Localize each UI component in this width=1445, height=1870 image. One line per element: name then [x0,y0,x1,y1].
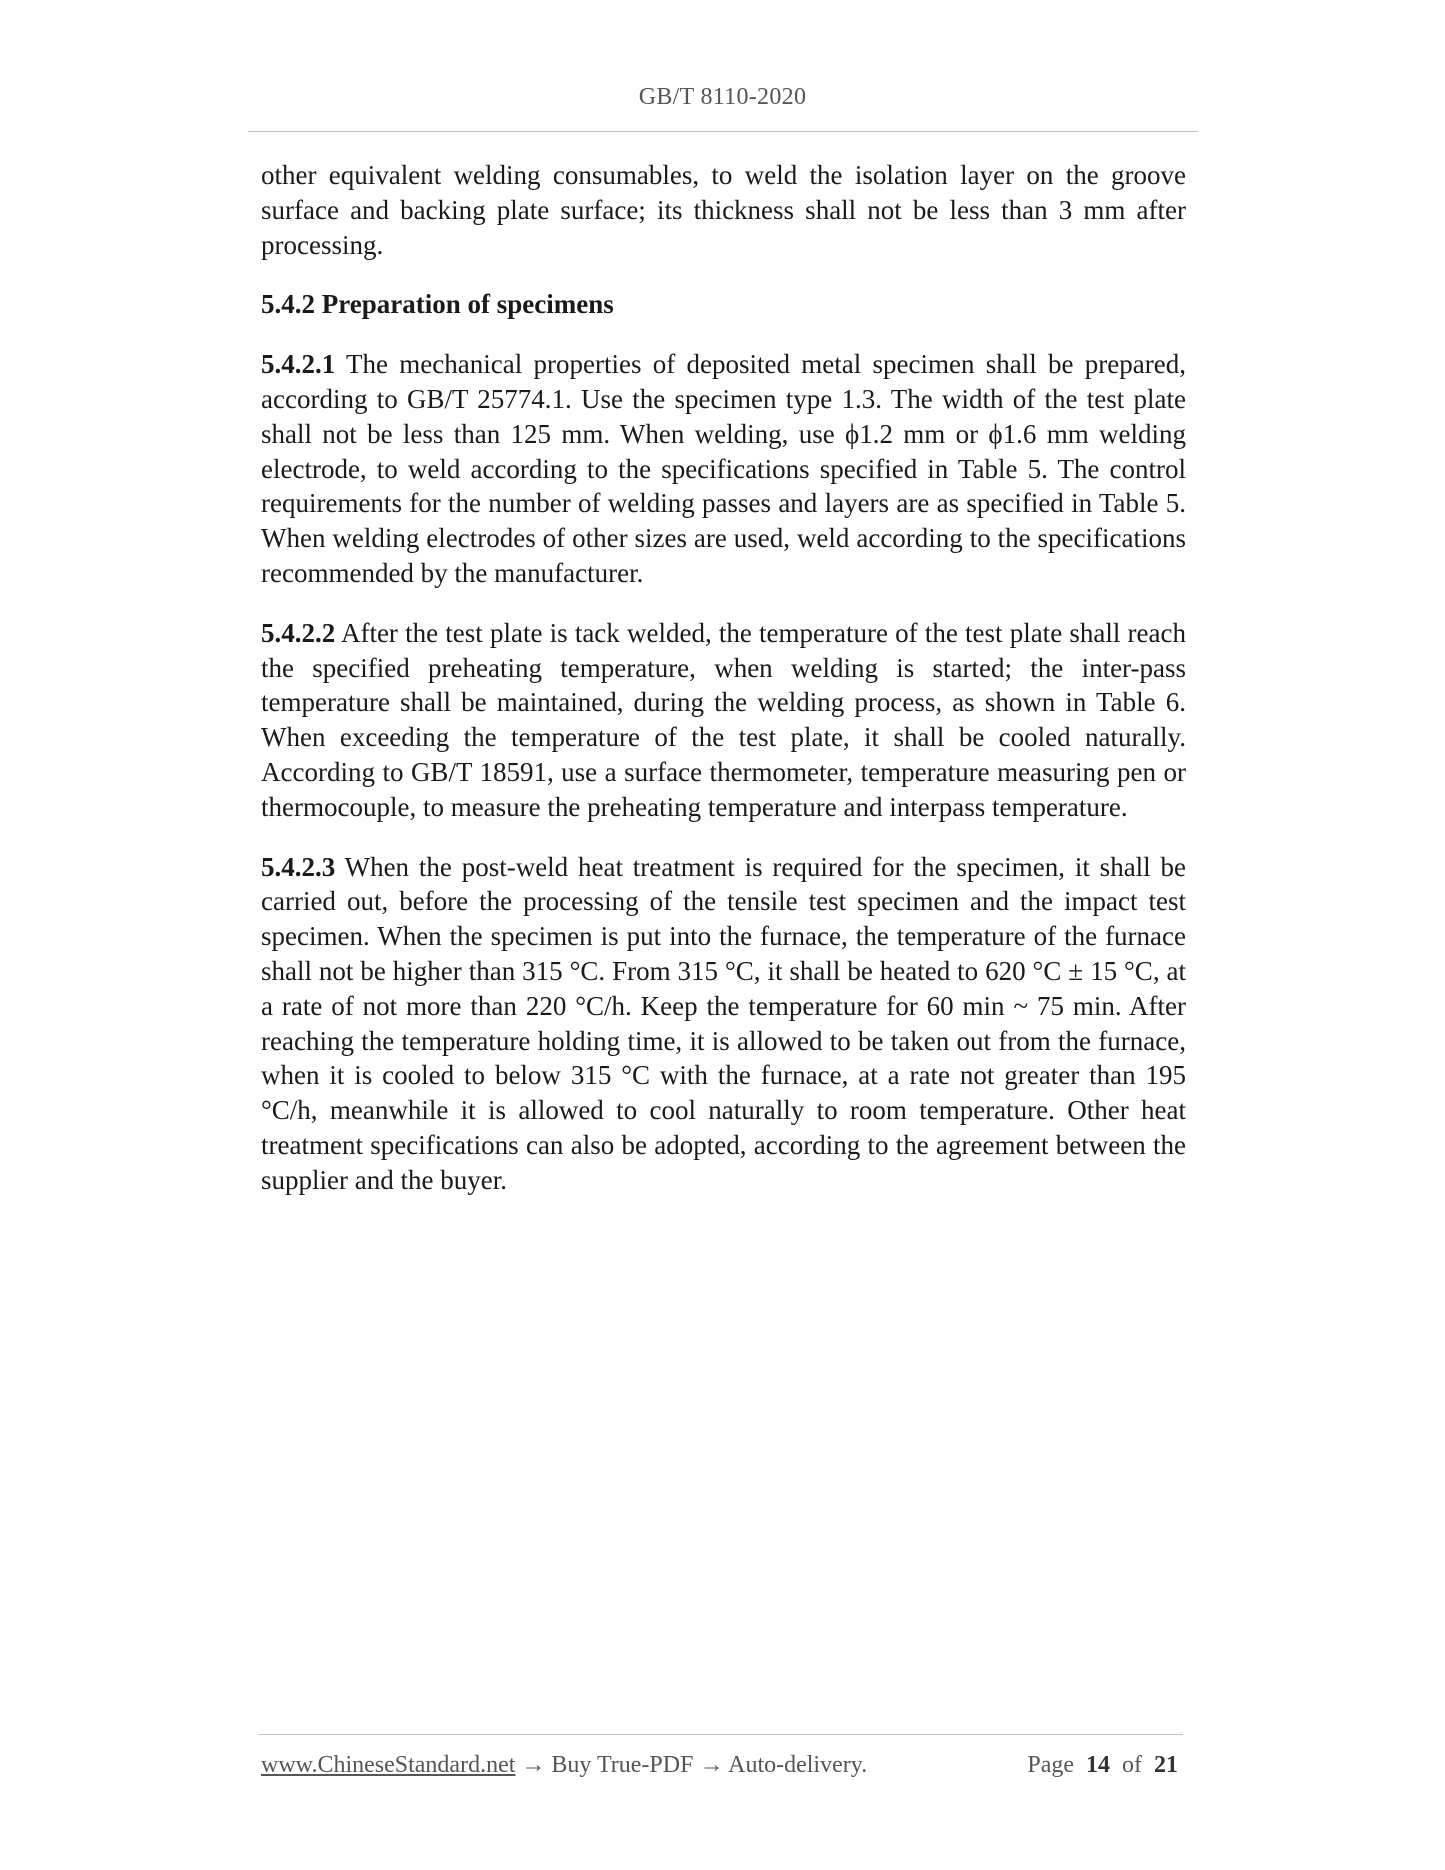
clause-text: After the test plate is tack welded, the temperature of the test plate shall reach the specified preheating temperature, when welding is started; the inter-pass temperature shall be maintained, during the welding process, as shown in Table 6. When exceeding the temperature of the test plate, it shall be cooled naturally. According to GB/T 18591, use a surface thermometer, temperature measuring pen or thermocouple, to measure the preheating temperature and interpass temperature. [261,617,1186,822]
page-label: Page [1027,1752,1074,1778]
clause-number: 5.4.2.1 [261,349,336,380]
clause-paragraph [261,347,1186,591]
page-of-label: of [1122,1752,1142,1778]
total-pages: 21 [1154,1752,1178,1778]
website-link[interactable]: www.ChineseStandard.net [261,1752,516,1778]
footer-tagline: → Buy True-PDF → Auto-delivery. [515,1752,868,1778]
clause-text: When the post-weld heat treatment is required for the specimen, it shall be carried out, before the processing of the tensile test specimen and the impact test specimen. When the specimen is put into the furnace, the temperature of the furnace shall not be higher than 315 °C. From 315 °C, it shall be heated to 620 °C ± 15 °C, at a rate of not more than 220 °C/h. Keep the temperature for 60 min ~ 75 min. After reaching the temperature holding time, it is allowed to be taken out from the furnace, when it is cooled to below 315 °C with the furnace, at a rate not greater than 195 °C/h, meanwhile it is allowed to cool naturally to room temperature. Other heat treatment specifications can also be adopted, according to the agreement between the supplier and the buyer. [261,851,1186,1195]
header-divider [248,131,1198,132]
intro-paragraph: other equivalent welding consumables, to weld the isolation layer on the groove surface and backing plate surface; its thickness shall not be less than 3 mm after processing. [261,160,1186,260]
page-number [1027,1752,1178,1779]
clause-paragraph [261,850,1186,1198]
clause-number: 5.4.2.3 [261,851,336,882]
footer-promo [261,1752,867,1779]
current-page: 14 [1086,1752,1110,1778]
clause-text: The mechanical properties of deposited metal specimen shall be prepared, according to GB/T 25774.1. Use the specimen type 1.3. The width of the test plate shall not be less than 125 mm. When welding, use ϕ1.2 mm or ϕ1.6 mm welding electrode, to weld according to the specifications specified in Table 5. The control requirements for the number of welding passes and layers are as specified in Table 5. When welding electrodes of other sizes are used, weld according to the specifications recommended by the manufacturer. [261,349,1186,588]
clause-paragraph [261,616,1186,825]
section-heading: 5.4.2 Preparation of specimens [261,289,614,320]
document-header-title: GB/T 8110-2020 [638,84,807,110]
document-body [261,158,1186,1223]
clause-number: 5.4.2.2 [261,617,336,648]
footer-divider [258,1734,1183,1735]
